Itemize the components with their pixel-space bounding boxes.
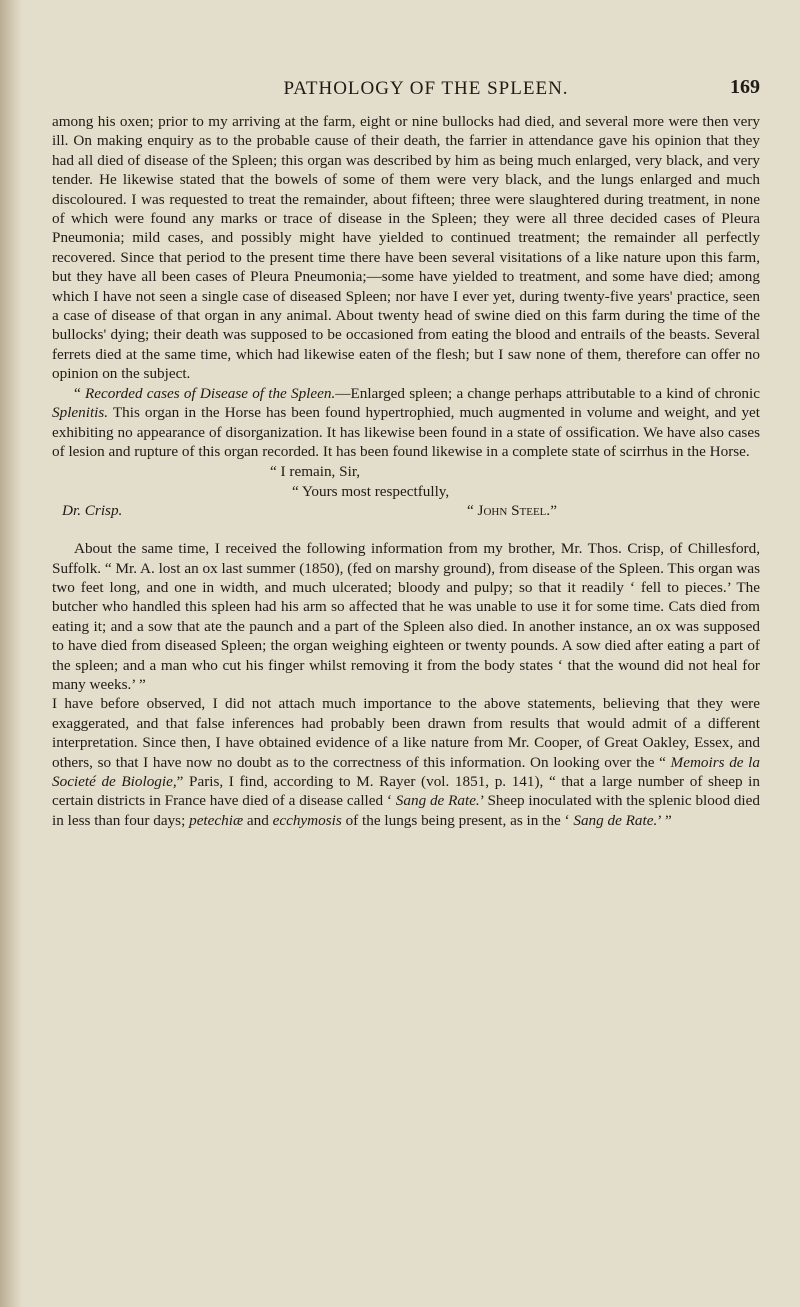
letter-body	[52, 112, 760, 461]
text-run: This organ in the Horse has been found hypertrophied, much augmented in volume and weight, and yet exhibiting no appearance of disorganization. It has likewise been found in a state of ossification. We have also cases of lesion and rupture of this organ recorded. It has been found likewise in a complete state of scirrhus in the Horse.	[52, 404, 760, 460]
running-head-title: PATHOLOGY OF THE SPLEEN.	[283, 78, 569, 99]
closing-line: “ I remain, Sir,	[270, 463, 361, 481]
signature: “ John Steel.”	[467, 502, 557, 520]
addressee: Dr. Crisp.	[62, 502, 123, 520]
body-paragraph	[52, 694, 760, 830]
text-run: and	[243, 811, 273, 829]
text-run: of the lungs being present, as in the ‘	[341, 811, 574, 829]
italic-text-run: Splenitis.	[52, 404, 109, 422]
text-run: ’ Sheep inoculated with the splenic blood died in less than four days;	[52, 792, 760, 829]
italic-text-run: Sang de Rate.	[395, 792, 480, 810]
italic-text-run: ecchymosis	[272, 811, 342, 829]
italic-text-run: Recorded cases of Disease of the Spleen.	[84, 384, 336, 402]
italic-text-run: petechiæ	[189, 811, 244, 829]
italic-text-run: Sang de Rate.	[573, 811, 658, 829]
text-run: among his oxen; prior to my arriving at the farm, eight or nine bullocks had died, and several more were then very ill. On making enquiry as to the probable cause of their death, the farrier in attendance gave his opinion that they had all died of disease of the Spleen; this organ was described by him as being much enlarged, very black, and very tender. He likewise stated that the bowels of some of them were very black, and the lungs enlarged and much discoloured. I was requested to treat the remainder, about fifteen; three were slaughtered during treatment, in none of which were found any marks or trace of disease in the Spleen; they were all three decided cases of Pleura Pneumonia; mild cases, and possibly might have yielded to continued treatment; the remainder all perfectly recovered. Since that period to the present time there have been several visitations of a like nature upon this farm, but they have all been cases of Pleura Pneumonia;—some have yielded to treatment, and some have died; among which I have not seen a single case of diseased Spleen; nor have I ever yet, during twenty-five years' practice, seen a case of disease of that organ in any animal. About twenty head of swine died on this farm during the time of the bullocks' dying; their death was supposed to be occasioned from eating the blood and entrails of the beasts. Several ferrets died at the same time, which had likewise eaten of the flesh; but I saw none of them, therefore can offer no opinion on the subject.	[52, 113, 760, 383]
closing-line: “ Yours most respectfully,	[292, 482, 450, 500]
page-number: 169	[730, 76, 760, 98]
text-run: I have before observed, I did not attach much importance to the above statements, believing that they were exaggerated, and that false inferences had probably been drawn from results that would admit of a different interpretation. Since then, I have obtained evidence of a like nature from Mr. Cooper, of Great Oakley, Essex, and others, so that I have now no doubt as to the correctness of this information. On looking over the “	[52, 695, 760, 771]
letter-closing	[52, 462, 760, 521]
signature-row	[52, 501, 760, 521]
body-paragraph	[52, 539, 760, 694]
text-run: About the same time, I received the following information from my brother, Mr. Thos. Crisp, of Chillesford, Suffolk. “ Mr. A. lost an ox last summer (1850), (fed on marshy ground), from disease of the Spleen. This organ was two feet long, and one in width, and much ulcerated; bloody and pulpy; so that it readily ‘ fell to pieces.’ The butcher who handled this spleen had his arm so affected that he was unable to use it for some time. Cats died from eating it; and a sow that ate the paunch and a part of the Spleen also died. In another instance, an ox was supposed to have died from diseased Spleen; the organ weighing eighteen or twenty pounds. A sow died after eating a part of the spleen; and a man who cut his finger whilst removing it from the body states ‘ that the wound did not heal for many weeks.’ ”	[52, 540, 760, 693]
text-run: —Enlarged spleen; a change perhaps attributable to a kind of chronic	[335, 384, 760, 402]
text-run: ’ ”	[657, 811, 672, 829]
italic-text-run: Memoirs de la Societé de Biologie,	[52, 753, 760, 790]
book-spine-shadow	[0, 0, 22, 1307]
text-run: “	[74, 384, 85, 402]
section-body	[52, 539, 760, 830]
running-head	[52, 78, 760, 112]
letter-paragraph	[52, 112, 760, 384]
text-run: ” Paris, I find, according to M. Rayer (vol. 1851, p. 141), “ that a large number of sheep in certain districts in France have died of a disease called ‘	[52, 773, 760, 810]
letter-paragraph-recorded-cases	[52, 384, 760, 462]
book-page	[52, 78, 760, 830]
